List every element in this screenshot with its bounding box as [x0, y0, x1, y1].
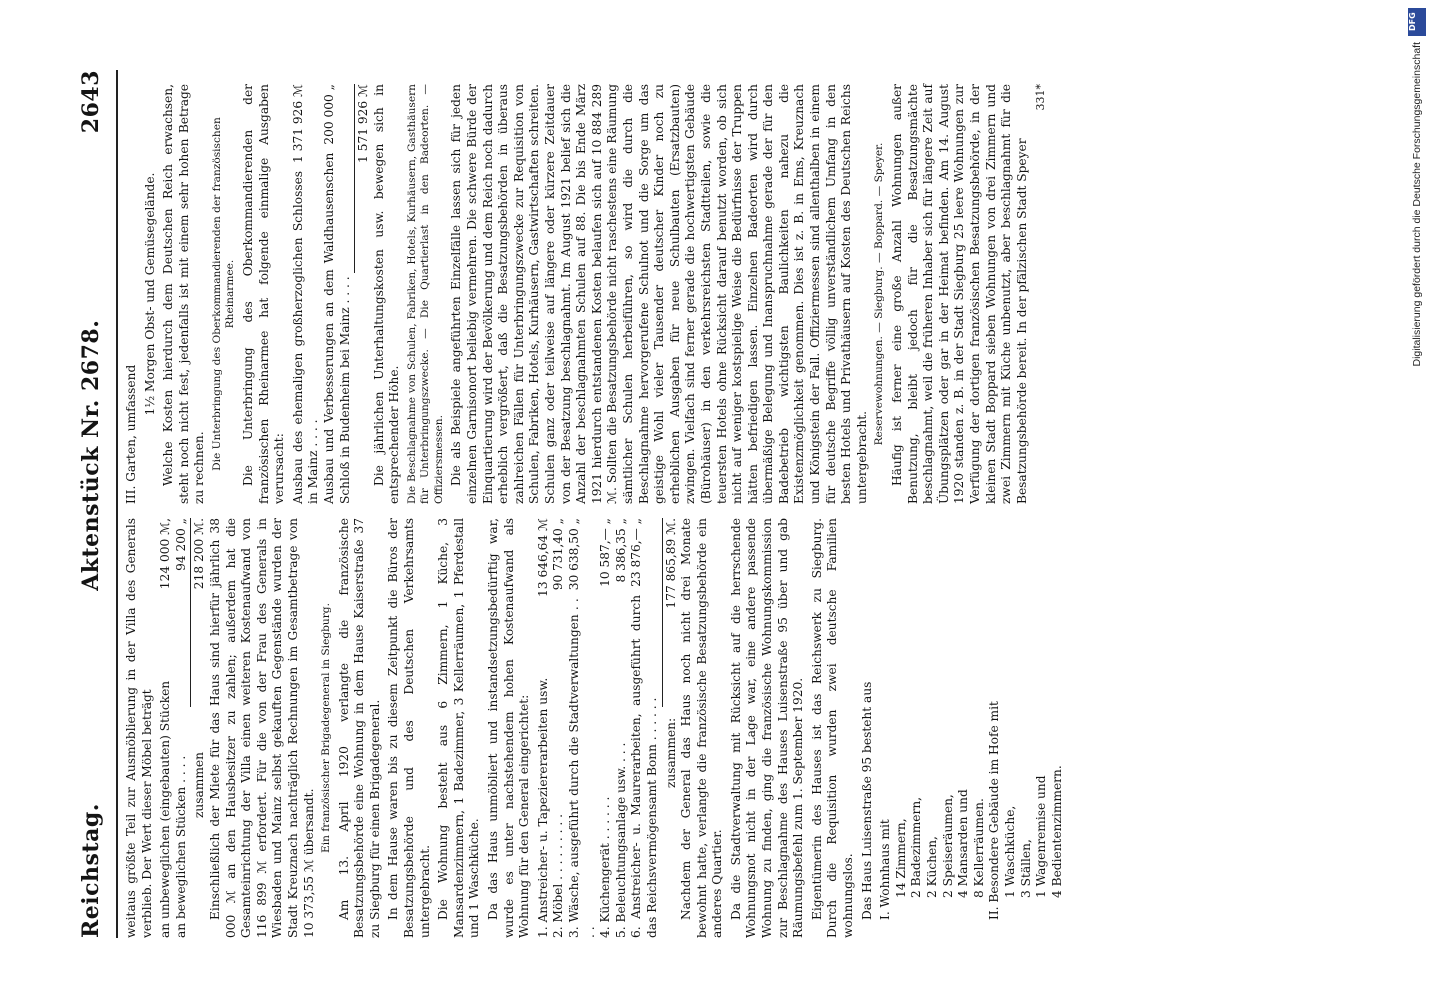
- list-item: 4 Mansarden und: [956, 789, 971, 898]
- paragraph: Häufig ist ferner eine große Anzahl Wohnungen außer Benutzung, bleibt jedoch für die Besatzungsmächte beschlagnahmt, weil die früheren Inhaber sich für längere Zeit auf Übungsplätzen oder gar in der Heimat befinden. Am 14. August 1920 standen z. B. in der Stadt Siegburg 25 leere Wohnungen zur Verfügung der dortigen französischen Besatzungsbehörde, in der kleinen Stadt Boppard sieben Wohnungen von drei Zimmern und zwei Zimmern mit Küche unbenutzt, aber beschlagnahmt für die Besatzungsbehörde bereit. In der pfälzischen Stadt Speyer: [889, 84, 1029, 504]
- cost-label: Ausbau und Verbesserungen an dem Waldhausenschen Schloß in Budenheim bei Mainz . . . .: [321, 152, 352, 504]
- paragraph: Das Haus Luisenstraße 95 besteht aus: [859, 681, 874, 920]
- cost-item: 3. Wäsche, ausgeführt durch die Stadtverwaltungen . . . . 30 638,50 „: [566, 518, 597, 938]
- list-item: 3 Ställen,: [1018, 839, 1033, 898]
- paragraph: Da die Stadtverwaltung mit Rücksicht auf die herrschende Wohnungsnot nicht in der Lage war, eine andere passende Wohnung zu finden, ging die französische Wohnungskommission zur Beschlagnahme des Hauses Luisenstraße 95 über und gab Räumungsbefehl zum 1. September 1920.: [728, 518, 806, 938]
- list-item: 1 Wagenremise und: [1034, 775, 1049, 898]
- paragraph: Nachdem der General das Haus noch nicht drei Monate bewohnt hatte, verlangte die französische Besatzungsbehörde ein anderes Quartier.: [679, 518, 725, 938]
- sum-value: 1 571 926 ℳ: [356, 84, 371, 163]
- sum-value: 218 200 ℳ.: [192, 518, 207, 590]
- paragraph: Am 13. April 1920 verlangte die französische Besatzungsbehörde eine Wohnung in dem Hause Kaiserstraße 37 zu Siegburg für einen Brigadegeneral.: [336, 518, 382, 938]
- cost-item: 2. Möbel . . . . . . . . . 90 731,40 „: [551, 518, 566, 938]
- cost-row: [174, 518, 190, 938]
- cost-item: 5. Beleuchtungsanlage usw. . . . 8 386,35 „: [613, 518, 628, 938]
- paragraph: Die als Beispiele angeführten Einzelfälle lassen sich für jeden einzelnen Garnisonort beliebig vermehren. Die schwere Bürde der Einquartierung wird der Bevölkerung und dem Reich noch dadurch erheblich vergrößert, daß die Besatzungsbehörden in überaus zahlreichen Fällen für Unterbringungszwecke zur Requisition von Schulen, Fabriken, Hotels, Kurhäusern, Gastwirtschaften schreiten. Schulen ganz oder teilweise auf längere oder kürzere Zeitdauer von der Besatzung beschlagnahmt. Im August 1921 belief sich die Anzahl der beschlagnahmten Schulen auf 88. Die bis Ende März 1921 hierdurch entstandenen Kosten belaufen sich auf 10 884 289 ℳ. Sollten die Besatzungsbehörde nicht raschestens eine Räumung sämtlicher Schulen herbeiführen, so wird die durch die Beschlagnahme hervorgerufene Schulnot und die Sorge um das geistige Wohl vieler Tausender deutscher Kinder noch zu erheblichen Ausgaben für neue Schulbauten (Ersatzbauten) zwingen. Vielfach sind ferner gerade die hochwertigsten Gebäude (Bürohäuser) in den verkehrsreichsten Stadtteilen, sowie die teuersten Hotels ohne Rücksicht darauf benutzt worden, ob sich nicht auf weniger kostspielige Weise die Bedürfnisse der Truppen hätten befriedigen lassen. Einzelnen Badeorten wird durch übermäßige Belegung und Inanspruchnahme gerade der für den Badebetrieb wichtigsten Baulichkeiten nahezu die Existenzmöglichkeit genommen. Dies ist z. B. in Ems, Kreuznach und Königstein der Fall. Offiziermessen sind allenthalben in einem für deutsche Begriffe völlig unverständlichem Umfang in den besten Hotels und Privathäusern auf Kosten des Deutschen Reichs untergebracht.: [449, 84, 869, 504]
- cost-value: 94 200 „: [173, 518, 188, 571]
- column-right: [124, 84, 1065, 504]
- paragraph: Welche Kosten hierdurch dem Deutschen Reich erwachsen, steht noch nicht fest, jedenfalls ist mit einem sehr hohen Betrage zu rechnen.: [161, 84, 207, 504]
- signature-mark: 331*: [1034, 84, 1048, 111]
- page-number: 2643: [78, 70, 104, 134]
- cost-label: an unbeweglichen (eingebauten) Stücken: [158, 680, 173, 938]
- paragraph: Die Unterbringung des Oberkommandierenden der französischen Rheinarmee hat folgende einmalige Ausgaben verursacht:: [240, 84, 287, 504]
- paragraph: Eigentümerin des Hauses ist das Reichswerk zu Siegburg. Durch die Requisition wurden zwei deutsche Familien wohnungslos.: [809, 518, 856, 938]
- paragraph: Einschließlich der Miete für das Haus sind hierfür jährlich 38 000 ℳ an den Hausbesitzer zu zahlen; außerdem hat die Gesamteinrichtung der Villa einen weiteren Kostenaufwand von 116 899 ℳ erfordert. Für die von der Frau des Generals in Wiesbaden und Mainz selbst gekauften Gegenstände wurden der Stadt Kreuznach nachträglich Rechnungen im Gesamtbetrage von 10 373,55 ℳ übersandt.: [207, 518, 316, 938]
- sum-rule: [662, 518, 663, 707]
- header-title: Aktenstück Nr. 2678.: [78, 319, 104, 591]
- list-item: 2 Speiseräumen,: [940, 794, 955, 898]
- column-left: [124, 518, 1065, 938]
- list-heading: II. Besondere Gebäude im Hofe mit: [987, 701, 1002, 920]
- paragraph: 1½ Morgen Obst- und Gemüsegelände.: [142, 172, 157, 416]
- cost-label: an beweglichen Stücken . . . .: [173, 755, 188, 938]
- list-item: 1 Waschküche,: [1002, 805, 1017, 898]
- paragraph: III. Garten, umfassend: [124, 364, 138, 504]
- cost-list: [536, 518, 661, 938]
- sum-rule: [190, 518, 191, 707]
- sum-row: [356, 84, 372, 504]
- list-item: 14 Zimmern,: [893, 818, 908, 898]
- header-left: Reichstag.: [78, 803, 104, 938]
- paragraph: In dem Hause waren bis zu diesem Zeitpunkt die Büros der Besatzungsbehörde und des Deutschen Verkehrsamts untergebracht.: [386, 518, 432, 938]
- list-heading: I. Wohnhaus mit: [878, 819, 893, 920]
- columns: [124, 70, 1065, 938]
- paragraph: Die jährlichen Unterhaltungskosten usw. bewegen sich in entsprechender Höhe.: [371, 84, 402, 504]
- list-item: 8 Kellerräumen.: [971, 798, 986, 898]
- cost-row: [322, 84, 353, 504]
- list-item: 4 Bedientenzimmern.: [1049, 765, 1064, 898]
- section-heading: Ein französischer Brigadegeneral in Siegburg.: [320, 603, 333, 853]
- section-heading: Reservewohnungen. — Siegburg. — Boppard. — Speyer.: [873, 142, 886, 446]
- sum-label: zusammen:: [663, 717, 678, 788]
- cost-value: 124 000 ℳ,: [158, 518, 173, 590]
- sum-rule: [354, 84, 355, 273]
- dfg-sidebar: [1400, 0, 1434, 1000]
- cost-value: 1 371 926 ℳ: [290, 84, 305, 163]
- cost-row: [158, 518, 174, 938]
- list-item: 2 Küchen,: [925, 836, 939, 898]
- cost-row: [291, 84, 322, 504]
- list-item: 2 Badezimmern,: [909, 796, 924, 898]
- sum-label: zusammen: [192, 752, 207, 818]
- sum-row: [192, 518, 208, 938]
- cost-value: 200 000 „: [321, 84, 336, 145]
- sum-row: [664, 518, 680, 938]
- cost-label: Ausbau des ehemaligen großherzoglichen Schlosses in Mainz . . . .: [290, 170, 321, 504]
- section-heading: Die Beschlagnahme von Schulen, Fabriken, Hotels, Kurhäusern, Gasthäusern für Unterbringungszwecke. — Die Quartierlast in den Badeorten. — Offiziersmessen.: [405, 84, 445, 504]
- dfg-logo: DFG: [1408, 8, 1426, 36]
- paragraph: Da das Haus unmöbliert und instandsetzungsbedürftig war, wurde es unter nachstehendem hohen Kostenaufwand als Wohnung für den General eingerichtet:: [485, 518, 532, 938]
- cost-item: 6. Anstreicher- u. Maurerarbeiten, ausgeführt durch das Reichsvermögensamt Bonn . . . . . . 23 876,— „: [629, 518, 659, 938]
- page-header: [70, 70, 118, 938]
- paragraph: Die Wohnung besteht aus 6 Zimmern, 1 Küche, 3 Mansardenzimmern, 1 Badezimmer, 3 Kellerräumen, 1 Pferdestall und 1 Waschküche.: [436, 518, 482, 938]
- section-heading: Die Unterbringung des Oberkommandierenden der französischen Rheinarmee.: [210, 117, 237, 471]
- building-list: [878, 518, 1065, 938]
- paragraph: weitaus größte Teil zur Ausmöblierung in der Villa des Generals verblieb. Der Wert dieser Möbel beträgt: [124, 518, 154, 938]
- cost-item: 1. Anstreicher- u. Tapeziererarbeiten usw. 13 646,64 ℳ: [535, 518, 550, 938]
- cost-item: 4. Küchengerät . . . . . . 10 587,— „: [598, 518, 613, 938]
- sum-value: 177 865,89 ℳ.: [663, 518, 678, 609]
- digitization-note: Digitalisierung gefördert durch die Deutsche Forschungsgemeinschaft: [1411, 42, 1423, 367]
